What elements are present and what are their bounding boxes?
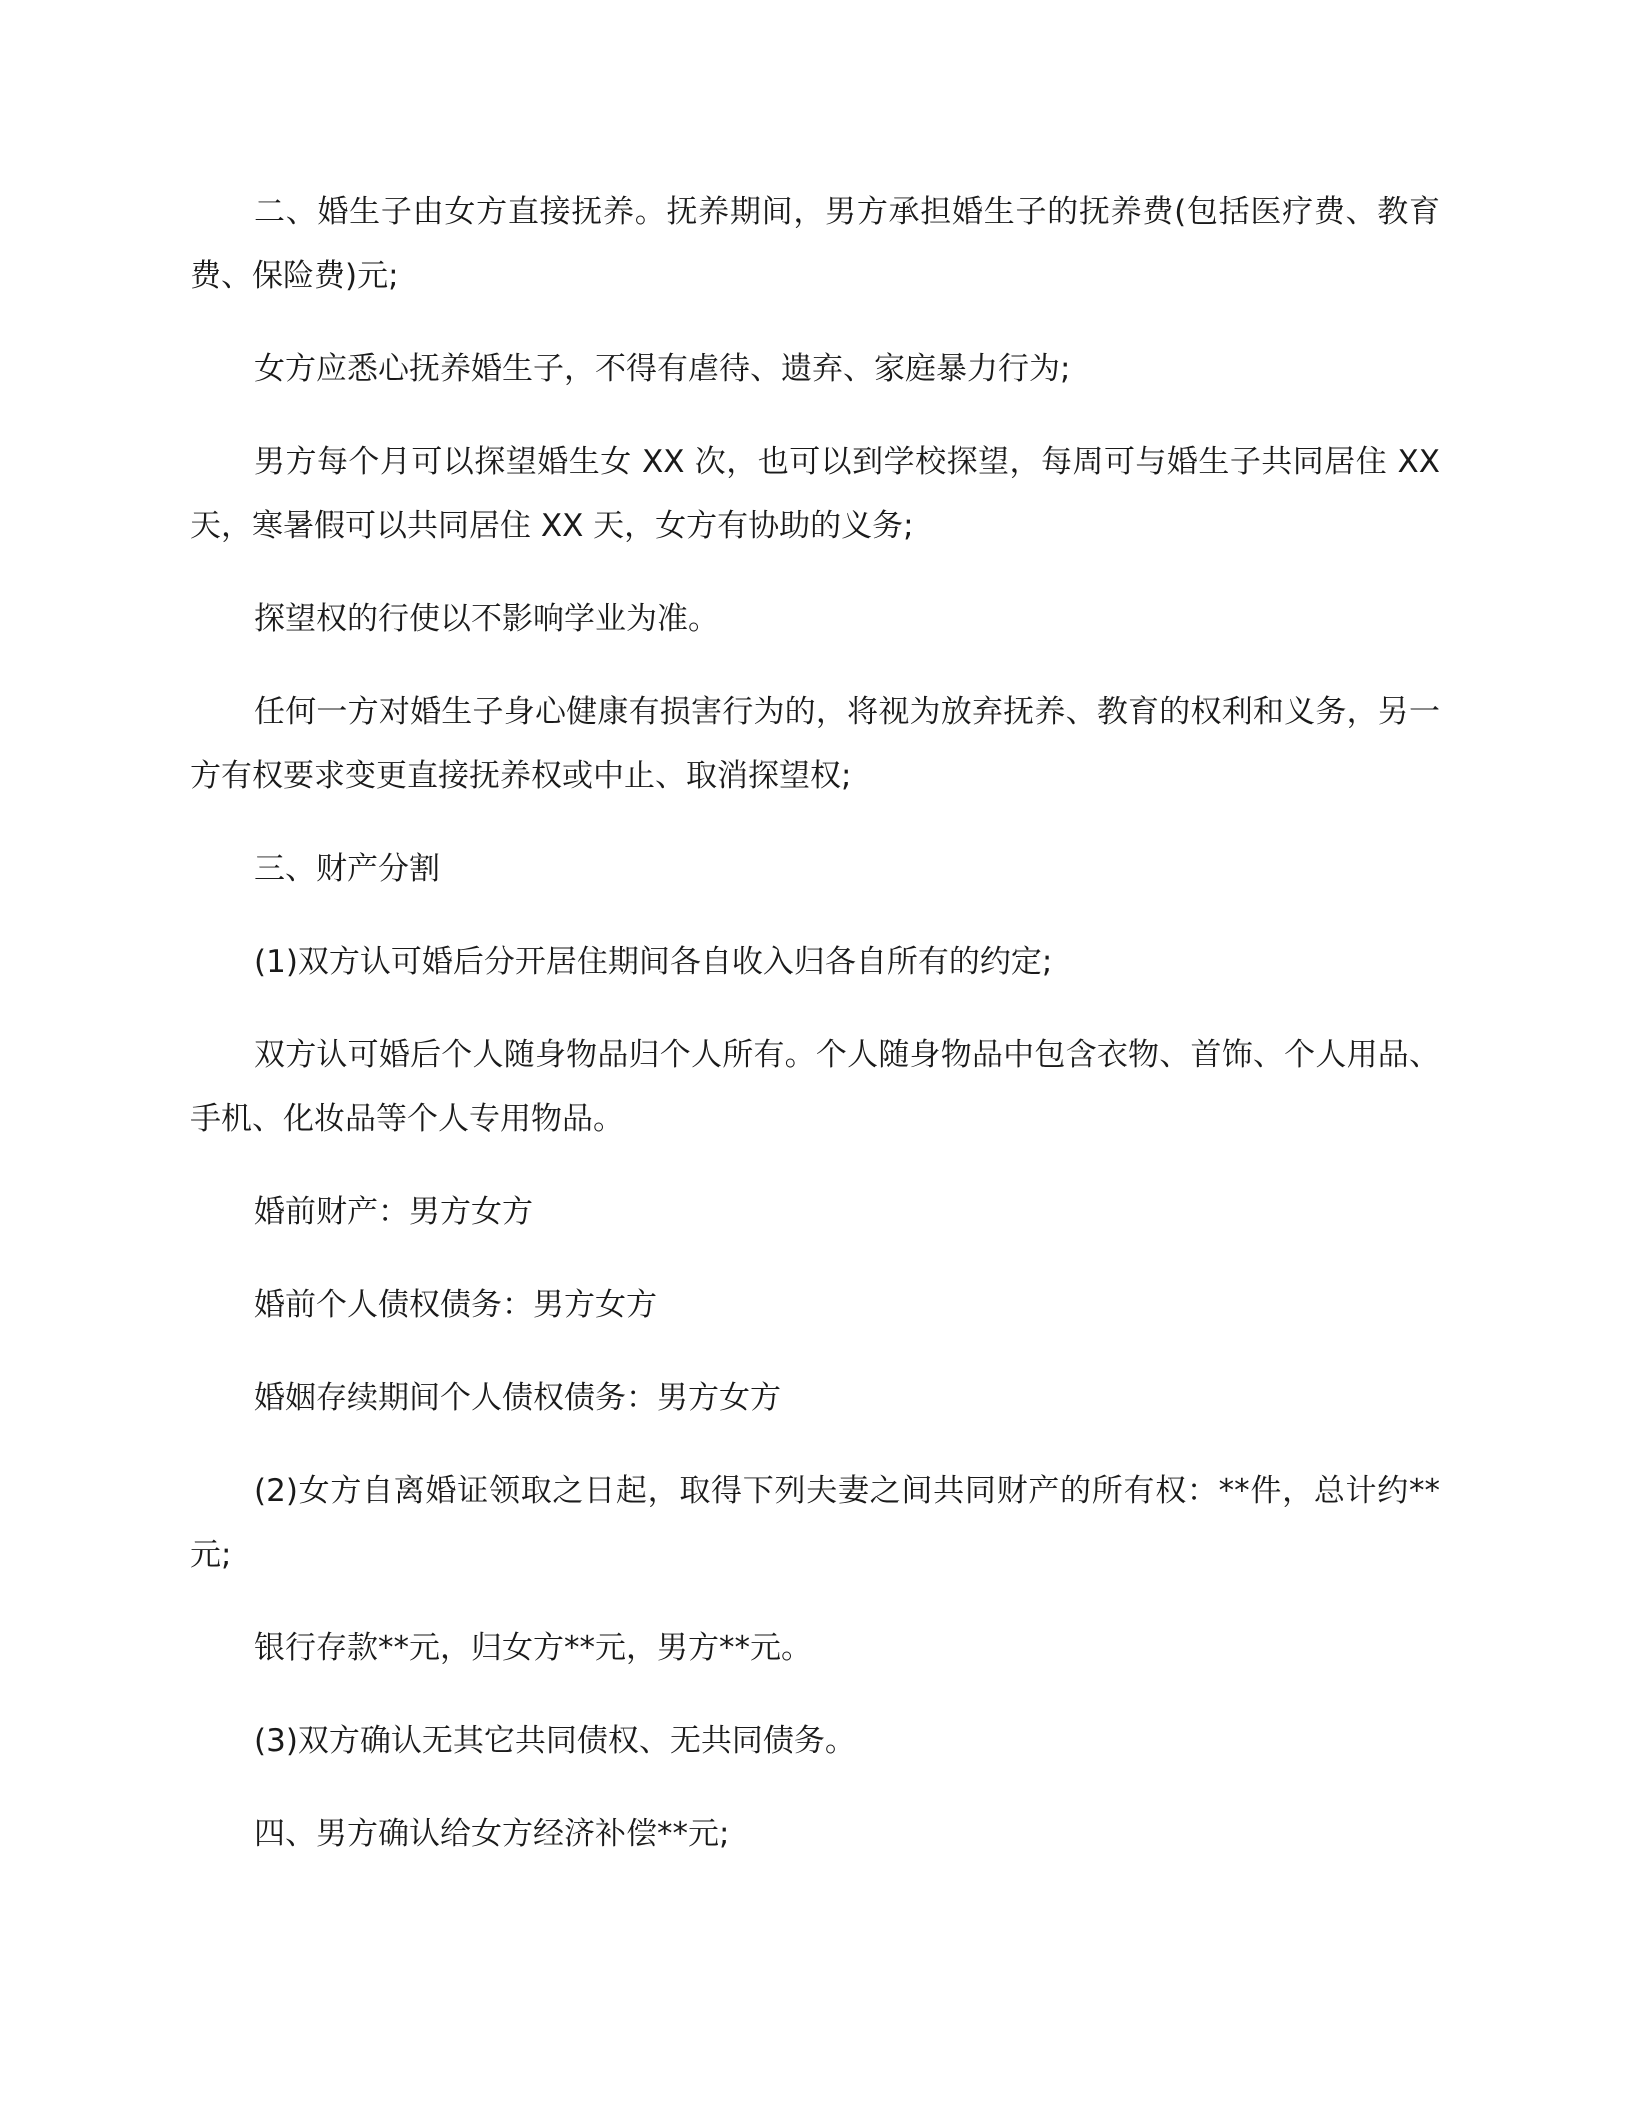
paragraph-premarital-debts: 婚前个人债权债务：男方女方 (254, 1287, 657, 1323)
paragraph-income-agreement: (1)双方认可婚后分开居住期间各自收入归各自所有的约定; (254, 944, 1053, 980)
paragraph-visitation-limit: 探望权的行使以不影响学业为准。 (254, 601, 719, 637)
paragraph-harm-clause: 任何一方对婚生子身心健康有损害行为的，将视为放弃抚养、教育的权利和义务，另一方有权要求变更直接抚养权或中止、取消探望权; (190, 694, 1440, 794)
paragraph-joint-property: (2)女方自离婚证领取之日起，取得下列夫妻之间共同财产的所有权：**件，总计约**元; (190, 1473, 1440, 1573)
paragraph-visitation: 男方每个月可以探望婚生女 XX 次，也可以到学校探望，每周可与婚生子共同居住 XX 天，寒暑假可以共同居住 XX 天，女方有协助的义务; (190, 444, 1440, 544)
paragraph-bank-deposit: 银行存款**元，归女方**元，男方**元。 (254, 1630, 812, 1666)
paragraph-marital-debts: 婚姻存续期间个人债权债务：男方女方 (254, 1380, 781, 1416)
section-heading-property: 三、财产分割 (254, 851, 440, 887)
paragraph-premarital-property: 婚前财产：男方女方 (254, 1194, 533, 1230)
document-body (190, 180, 1440, 1895)
paragraph-no-joint-debts: (3)双方确认无其它共同债权、无共同债务。 (254, 1723, 856, 1759)
paragraph-compensation: 四、男方确认给女方经济补偿**元; (254, 1816, 730, 1852)
paragraph-child-custody: 二、婚生子由女方直接抚养。抚养期间，男方承担婚生子的抚养费(包括医疗费、教育费、保险费)元; (190, 194, 1440, 294)
paragraph-mother-duty: 女方应悉心抚养婚生子，不得有虐待、遗弃、家庭暴力行为; (254, 351, 1071, 387)
paragraph-personal-items: 双方认可婚后个人随身物品归个人所有。个人随身物品中包含衣物、首饰、个人用品、手机、化妆品等个人专用物品。 (190, 1037, 1440, 1137)
